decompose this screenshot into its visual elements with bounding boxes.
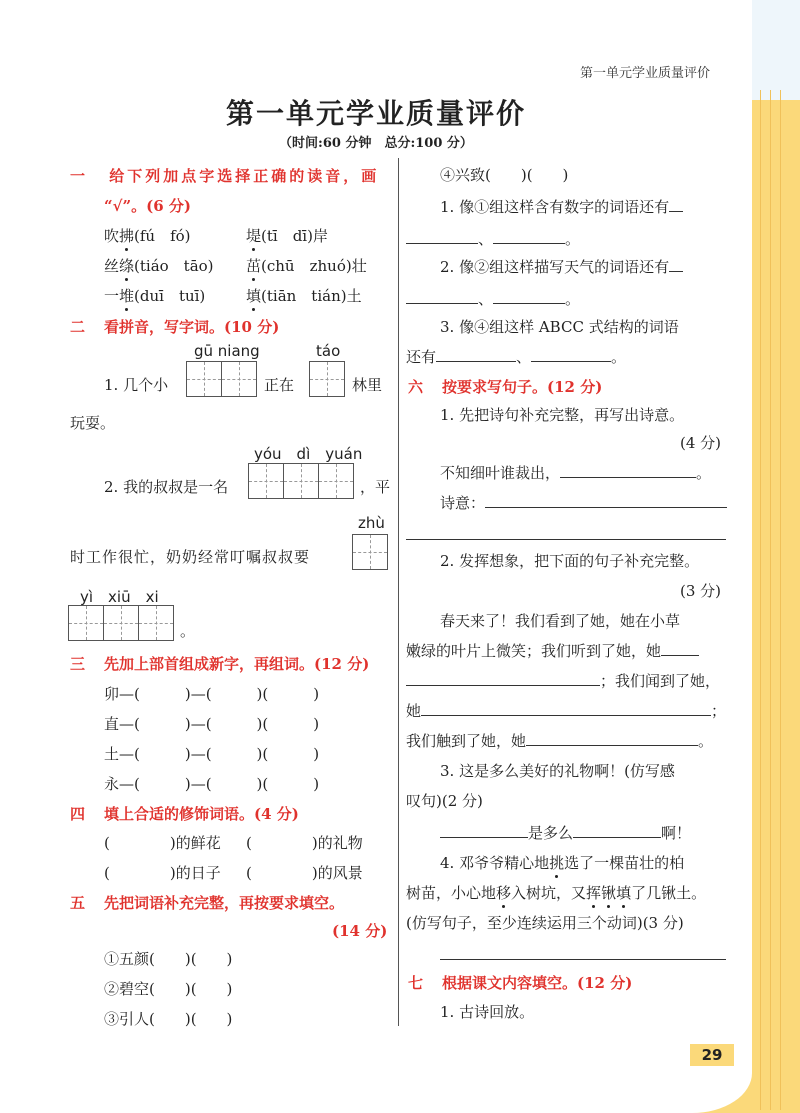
writing-cell[interactable]	[248, 463, 284, 499]
s1-row-1-b: 堤(tī dī)岸	[246, 227, 328, 245]
s2-q2-grid-3[interactable]	[69, 605, 174, 641]
s5-q3: 3. 像④组这样 ABCC 式结构的词语	[440, 318, 679, 336]
s4-row-2-a: ( )的日子	[104, 864, 221, 882]
s2-q2-end: 。	[180, 622, 196, 640]
section-1-heading-cont: “√”。(6 分)	[104, 197, 191, 215]
s2-q1-cont: 玩耍。	[70, 414, 116, 432]
s1-row-2-b: 茁(chū zhuó)壮	[246, 257, 367, 275]
s6-q2: 2. 发挥想象，把下面的句子补充完整。	[440, 552, 700, 570]
s3-row-2: 直—( )—( )( )	[104, 715, 320, 733]
s2-q1-pinyin-2: táo	[316, 342, 341, 360]
s6-q2-text3: ；我们闻到了她，	[406, 670, 720, 691]
s5-item-3: ③引人( )( )	[104, 1010, 233, 1028]
s3-row-1: 卯—( )—( )( )	[104, 685, 320, 703]
s6-q2-text2: 嫩绿的叶片上微笑；我们听到了她，她	[406, 640, 699, 661]
s1-row-2-a: 丝绦(tiáo tāo)	[104, 257, 214, 275]
section-4-heading: 四 填上合适的修饰词语。(4 分)	[70, 805, 299, 823]
page-number: 29	[690, 1044, 734, 1066]
writing-cell[interactable]	[186, 361, 222, 397]
s4-row-2-b: ( )的风景	[246, 864, 363, 882]
s3-row-3: 土—( )—( )( )	[104, 745, 320, 763]
writing-cell[interactable]	[103, 605, 139, 641]
answer-line-full[interactable]	[406, 538, 726, 540]
s2-q2-pinyin-2: zhù	[358, 514, 385, 532]
s4-row-1-a: ( )的鲜花	[104, 834, 221, 852]
answer-line[interactable]	[406, 229, 478, 244]
s2-q1-pinyin-1: gū niang	[194, 342, 260, 360]
page-title: 第一单元学业质量评价	[225, 97, 526, 130]
s6-q1-line1: 不知细叶谁裁出， 。	[440, 464, 712, 482]
s3-row-4: 永—( )—( )( )	[104, 775, 320, 793]
s2-q1-grid-1[interactable]	[187, 361, 257, 397]
s6-q3-answer: 是多么 啊！	[440, 822, 691, 843]
section-1-heading	[70, 165, 379, 186]
answer-line[interactable]	[560, 463, 696, 478]
section-1-title: 给下列加点字选择正确的读音，画	[109, 167, 380, 185]
section-3-heading: 三 先加上部首组成新字，再组词。(12 分)	[70, 655, 370, 673]
s4-row-1-b: ( )的礼物	[246, 834, 363, 852]
s2-q1-post: 林里	[352, 376, 383, 394]
answer-line[interactable]	[531, 347, 611, 362]
s2-q1-grid-2[interactable]	[310, 361, 345, 397]
s2-q1-text: 1. 几个小	[104, 376, 169, 394]
writing-cell[interactable]	[68, 605, 104, 641]
s2-q1-mid: 正在	[264, 376, 295, 394]
s5-item-4: ④兴致( )( )	[440, 166, 569, 184]
s6-q3-cont: 叹句)(2 分)	[406, 792, 483, 810]
s2-q2-line2: 时工作很忙，奶奶经常叮嘱叔叔要	[70, 548, 311, 566]
running-header: 第一单元学业质量评价	[579, 66, 710, 81]
answer-line[interactable]	[526, 731, 698, 746]
s5-q1: 1. 像①组这样含有数字的词语还有	[440, 196, 683, 217]
section-5-heading: 五 先把词语补充完整，再按要求填空。	[70, 894, 345, 912]
s6-q4-instruction: (仿写句子，至少连续运用三个动词)(3 分)	[406, 914, 684, 932]
s6-q3: 3. 这是多么美好的礼物啊！(仿写感	[440, 762, 675, 780]
s2-q2-text: 2. 我的叔叔是一名	[104, 478, 229, 496]
s6-q1-score: (4 分)	[680, 434, 722, 452]
writing-cell[interactable]	[309, 361, 345, 397]
page-edge-3	[780, 90, 781, 1110]
s1-row-1-a: 吹拂(fú fó)	[104, 227, 191, 245]
s6-q2-text6: 我们触到了她，她 。	[406, 732, 714, 750]
s6-q1: 1. 先把诗句补充完整，再写出诗意。	[440, 406, 685, 424]
s1-row-3-b: 填(tiān tián)土	[246, 287, 362, 305]
page-subtitle: （时间:60 分钟 总分:100 分）	[279, 136, 473, 151]
section-1-number: 一	[70, 167, 86, 185]
answer-line[interactable]	[493, 289, 565, 304]
s7-q1: 1. 古诗回放。	[440, 1003, 535, 1021]
s5-q3-cont: 还有 、 。	[406, 348, 627, 366]
writing-cell[interactable]	[352, 534, 388, 570]
s6-q4-line1: 4. 邓爷爷精心地挑选了一棵苗壮的柏	[440, 854, 685, 872]
section-2-heading: 二 看拼音，写字词。(10 分)	[70, 318, 280, 336]
page-edge-2	[770, 90, 771, 1110]
s2-q2-post: ，平	[360, 478, 391, 496]
answer-line[interactable]	[485, 493, 727, 508]
answer-line[interactable]	[669, 257, 683, 272]
section-7-heading: 七 根据课文内容填空。(12 分)	[408, 974, 633, 992]
s1-row-3-a: 一堆(duī tuī)	[104, 287, 206, 305]
answer-line[interactable]	[406, 289, 478, 304]
answer-line[interactable]	[440, 823, 528, 838]
section-6-heading: 六 按要求写句子。(12 分)	[408, 378, 603, 396]
s2-q2-grid-2[interactable]	[353, 534, 388, 570]
s6-q2-text4: 她 ；	[406, 702, 727, 720]
writing-cell[interactable]	[138, 605, 174, 641]
s5-item-1: ①五颜( )( )	[104, 950, 233, 968]
answer-line[interactable]	[573, 823, 661, 838]
s6-q2-text1: 春天来了！我们看到了她，她在小草	[440, 612, 681, 630]
answer-line[interactable]	[421, 701, 711, 716]
s6-q1-line2: 诗意：	[440, 492, 727, 513]
writing-cell[interactable]	[221, 361, 257, 397]
s5-q2: 2. 像②组这样描写天气的词语还有	[440, 256, 683, 277]
column-divider	[398, 158, 399, 1026]
s6-q2-score: (3 分)	[680, 582, 722, 600]
writing-cell[interactable]	[318, 463, 354, 499]
answer-line[interactable]	[669, 197, 683, 212]
s2-q2-grid-1[interactable]	[249, 463, 354, 499]
s5-q1-answers: 、 。	[406, 228, 580, 249]
s2-q2-pinyin: yóu dì yuán	[254, 445, 363, 463]
answer-line[interactable]	[436, 347, 516, 362]
s5-item-2: ②碧空( )( )	[104, 980, 233, 998]
answer-line[interactable]	[493, 229, 565, 244]
writing-cell[interactable]	[283, 463, 319, 499]
s6-q4-line2: 树苗，小心地移入树坑，又挥锹填了几锹土。	[406, 884, 707, 902]
s5-q2-answers: 、 。	[406, 288, 580, 309]
section-5-score: (14 分)	[332, 922, 388, 940]
answer-line[interactable]	[661, 641, 699, 656]
answer-line-full[interactable]	[440, 958, 726, 960]
answer-line[interactable]	[406, 671, 600, 686]
s2-q2-pinyin-3: yì xiū xi	[80, 588, 159, 606]
page-edge-1	[760, 90, 761, 1110]
